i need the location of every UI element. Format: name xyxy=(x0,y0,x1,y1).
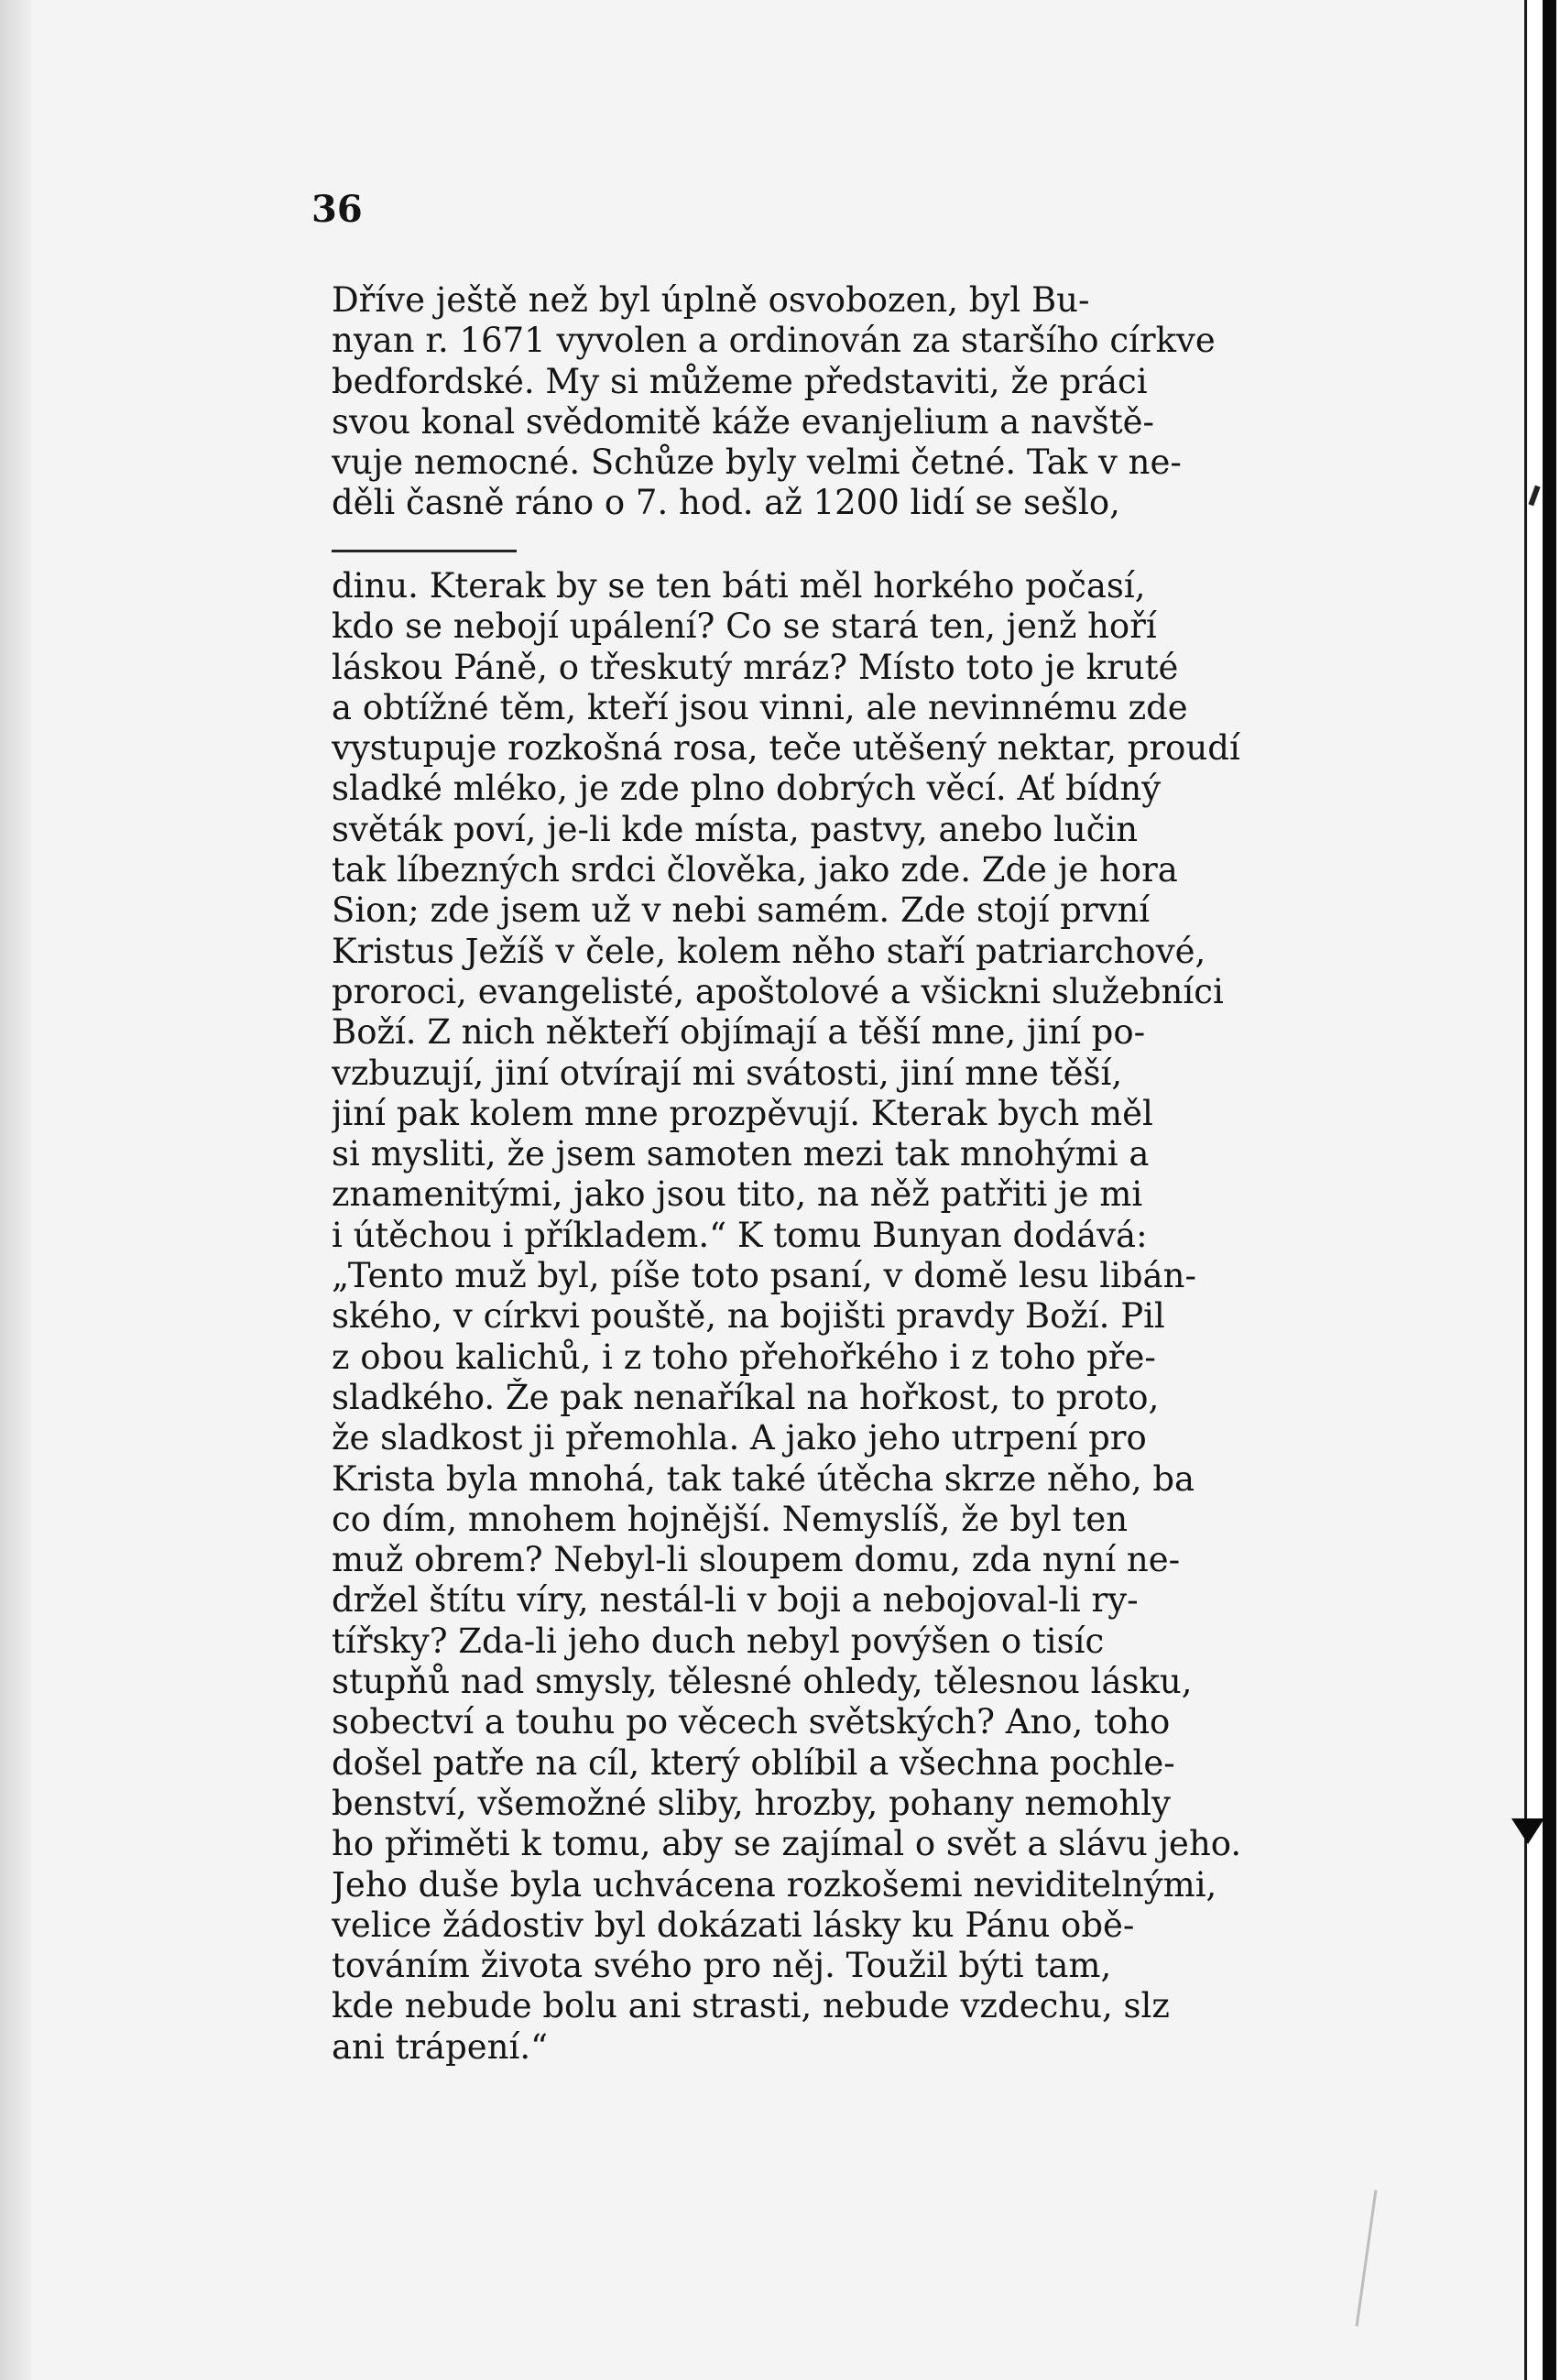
text-line: muž obrem? Nebyl-li sloupem domu, zda nyní ne- xyxy=(332,1540,1181,1580)
text-line: dinu. Kterak by se ten báti měl horkého počasí, xyxy=(332,566,1146,606)
page-number: 36 xyxy=(311,188,363,231)
text-line: láskou Páně, o třeskutý mráz? Místo toto je kruté xyxy=(332,647,1179,687)
text-line: ho přiměti k tomu, aby se zajímal o svět a slávu jeho. xyxy=(332,1824,1242,1864)
text-line: Krista byla mnohá, tak také útěcha skrze něho, ba xyxy=(332,1458,1195,1499)
text-line: sladkého. Že pak nenaříkal na hořkost, to proto, xyxy=(332,1377,1160,1417)
text-line: světák poví, je-li kde místa, pastvy, anebo lučin xyxy=(332,809,1139,849)
text-line: že sladkost ji přemohla. A jako jeho utrpení pro xyxy=(332,1418,1147,1458)
text-line: svou konal svědomitě káže evanjelium a navště- xyxy=(332,401,1155,442)
text-line: vzbuzují, jiní otvírají mi svátosti, jiní mne těší, xyxy=(332,1053,1123,1093)
page-left-edge xyxy=(0,0,31,2380)
text-line: kdo se nebojí upálení? Co se stará ten, jenž hoří xyxy=(332,606,1157,647)
scan-frame-line xyxy=(1524,0,1527,2380)
text-line: bedfordské. My si můžeme představiti, že práci xyxy=(332,361,1148,401)
text-line: ani trápení.“ xyxy=(332,2026,549,2067)
text-line: Sion; zde jsem už v nebi samém. Zde stojí první xyxy=(332,890,1151,931)
text-line: vuje nemocné. Schůze byly velmi četné. Tak v ne- xyxy=(332,442,1182,483)
text-line: nyan r. 1671 vyvolen a ordinován za staršího církve xyxy=(332,321,1216,361)
footnote-rule xyxy=(332,550,517,552)
text-line: Kristus Ježíš v čele, kolem něho staří patriarchové, xyxy=(332,931,1206,971)
text-line: z obou kalichů, i z toho přehořkého i z toho pře- xyxy=(332,1337,1156,1377)
paragraph-2 xyxy=(332,566,1337,2068)
text-line: benství, všemožné sliby, hrozby, pohany nemohly xyxy=(332,1783,1171,1823)
text-line: stupňů nad smysly, tělesné ohledy, tělesnou lásku, xyxy=(332,1662,1193,1702)
text-line: děli časně ráno o 7. hod. až 1200 lidí se sešlo, xyxy=(332,483,1120,523)
text-line: držel štítu víry, nestál-li v boji a nebojoval-li ry- xyxy=(332,1580,1139,1621)
text-line: Jeho duše byla uchvácena rozkošemi neviditelnými, xyxy=(332,1864,1217,1905)
text-line: a obtížné těm, kteří jsou vinni, ale nevinnému zde xyxy=(332,687,1188,727)
text-line: co dím, mnohem hojnější. Nemyslíš, že byl ten xyxy=(332,1499,1129,1539)
text-line: velice žádostiv byl dokázati lásky ku Pánu obě- xyxy=(332,1905,1135,1945)
text-line: i útěchou i příkladem.“ K tomu Bunyan dodává: xyxy=(332,1215,1148,1255)
text-line: Dříve ještě než byl úplně osvobozen, byl Bu- xyxy=(332,280,1090,320)
text-line: tířsky? Zda-li jeho duch nebyl povýšen o tisíc xyxy=(332,1621,1105,1661)
frame-arrow-mark xyxy=(1511,1818,1544,1844)
paragraph-1 xyxy=(332,280,1337,524)
text-line: jiní pak kolem mne prozpěvují. Kterak bych měl xyxy=(332,1093,1153,1133)
text-line: vystupuje rozkošná rosa, teče utěšený nektar, proudí xyxy=(332,728,1240,769)
text-line: továním života svého pro něj. Toužil býti tam, xyxy=(332,1946,1112,1986)
scan-frame-bar xyxy=(1543,0,1556,2380)
text-line: ského, v církvi pouště, na bojišti pravdy Boží. Pil xyxy=(332,1296,1165,1337)
text-line: „Tento muž byl, píše toto psaní, v domě lesu libán- xyxy=(332,1256,1196,1296)
text-line: sobectví a touhu po věcech světských? Ano, toho xyxy=(332,1702,1171,1742)
text-line: tak líbezných srdci člověka, jako zde. Zde je hora xyxy=(332,850,1178,890)
text-line: kde nebude bolu ani strasti, nebude vzdechu, slz xyxy=(332,1986,1170,2026)
text-line: proroci, evangelisté, apoštolové a všickni služebníci xyxy=(332,971,1224,1011)
text-line: došel patře na cíl, který oblíbil a všechna pochle- xyxy=(332,1742,1175,1783)
text-line: Boží. Z nich někteří objímají a těší mne, jiní po- xyxy=(332,1012,1146,1053)
text-line: znamenitými, jako jsou tito, na něž patřiti je mi xyxy=(332,1174,1143,1215)
text-line: si mysliti, že jsem samoten mezi tak mnohými a xyxy=(332,1134,1150,1174)
text-line: sladké mléko, je zde plno dobrých věcí. Ať bídný xyxy=(332,769,1162,809)
